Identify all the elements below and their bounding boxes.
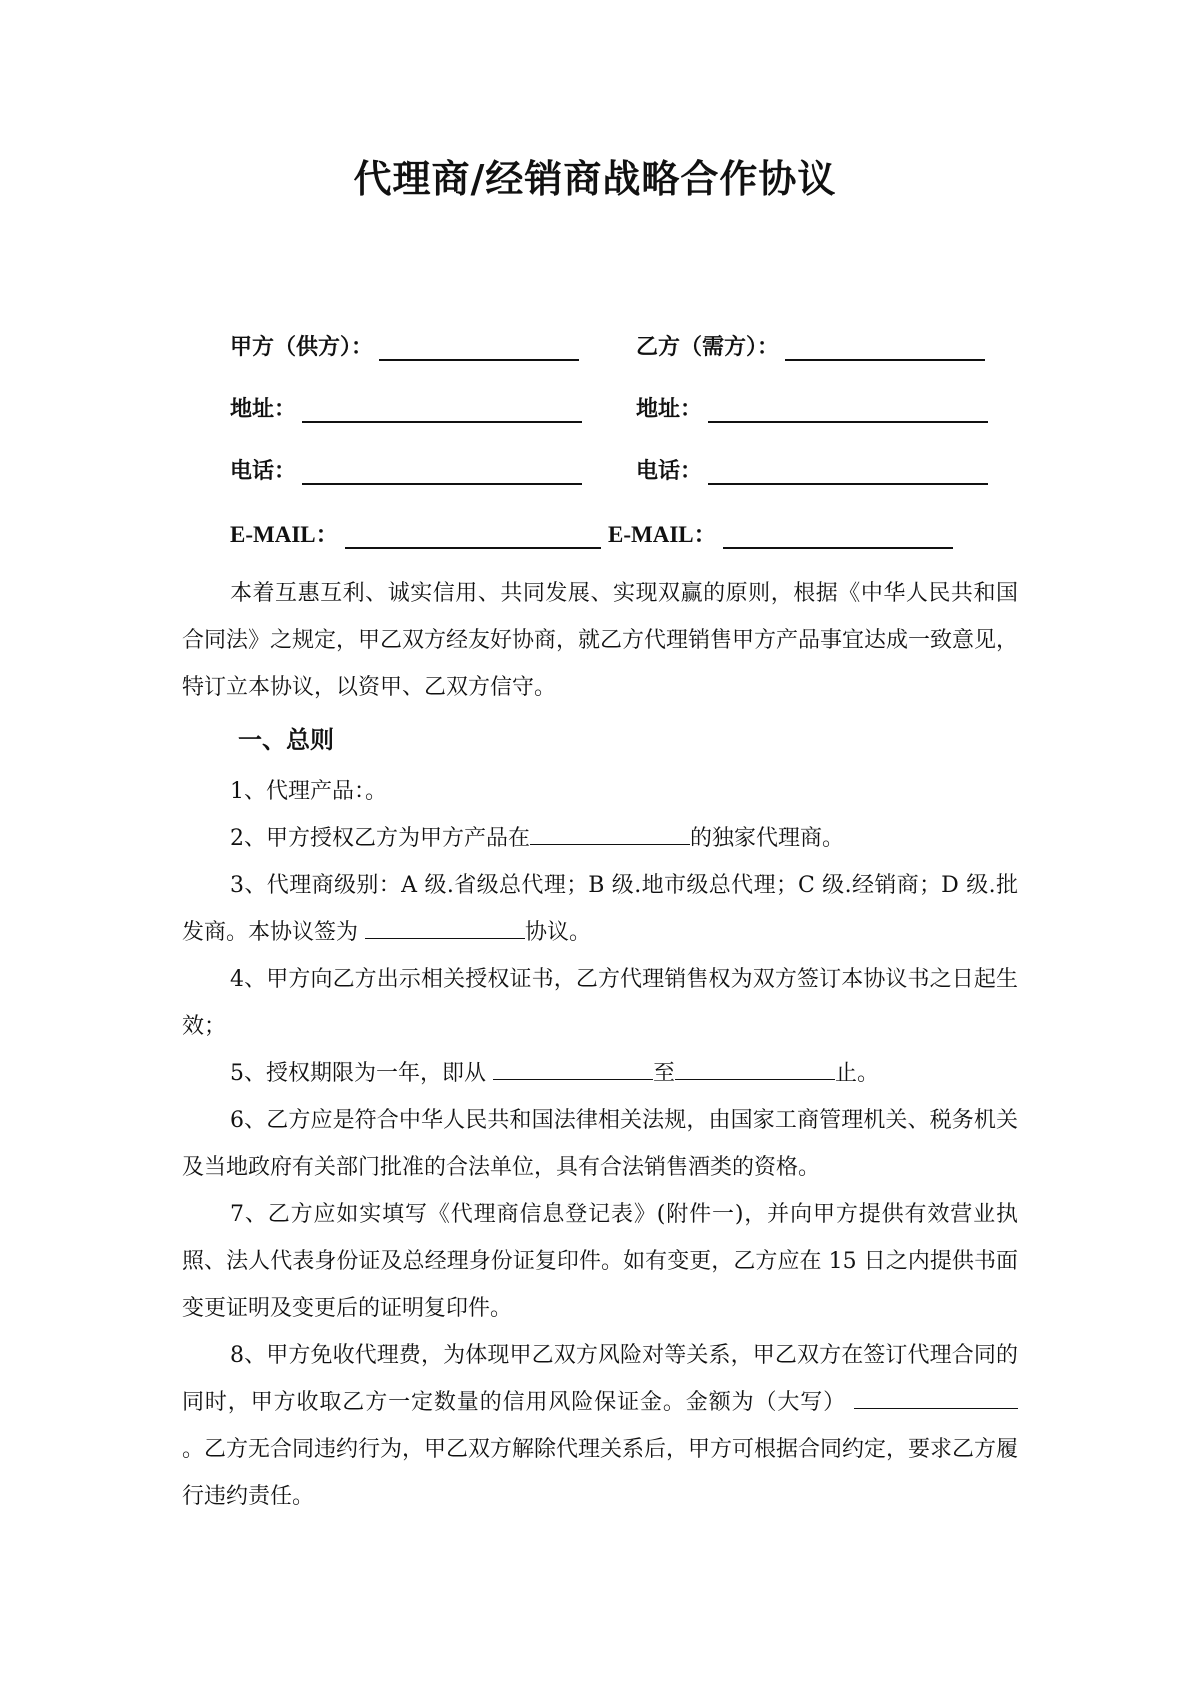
party-a-phone-blank[interactable] — [302, 459, 582, 485]
agreement-type-blank[interactable] — [365, 918, 525, 939]
section-heading-general: 一、总则 — [238, 726, 334, 754]
party-a-blank[interactable] — [379, 335, 579, 361]
preamble-paragraph: 本着互惠互利、诚实信用、共同发展、实现双赢的原则，根据《中华人民共和国合同法》之规定，甲乙双方经友好协商，就乙方代理销售甲方产品事宜达成一致意见，特订立本协议，以资甲、乙双方信守。 — [182, 581, 1019, 700]
clause-3-text-a: 3、代理商级别：A 级.省级总代理；B 级.地市级总代理；C 级.经销商；D 级.批发商。本协议签为 — [182, 873, 1018, 945]
clause-6: 6、乙方应是符合中华人民共和国法律相关法规，由国家工商管理机关、税务机关及当地政府有关部门批准的合法单位，具有合法销售酒类的资格。 — [182, 1108, 1018, 1180]
clause-3-text-b: 协议。 — [525, 920, 592, 945]
party-b-label: 乙方（需方）： — [636, 335, 780, 360]
clause-5-text-c: 止。 — [835, 1061, 880, 1086]
party-a-email-field — [230, 516, 601, 549]
party-a-label: 甲方（供方）： — [230, 335, 374, 360]
clause-1: 1、代理产品：。 — [230, 779, 387, 804]
party-a-field — [230, 330, 579, 361]
party-b-address-field — [636, 392, 988, 423]
party-a-address-blank[interactable] — [302, 397, 582, 423]
clause-7: 7、乙方应如实填写《代理商信息登记表》(附件一)，并向甲方提供有效营业执照、法人代表身份证及总经理身份证复印件。如有变更，乙方应在 15 日之内提供书面变更证明及变更后的证明复印件。 — [182, 1202, 1018, 1321]
party-name-row — [230, 330, 1020, 392]
clause-2-text-b: 的独家代理商。 — [690, 826, 845, 851]
party-a-email-label: E-MAIL： — [230, 522, 339, 547]
party-b-phone-blank[interactable] — [708, 459, 988, 485]
region-blank[interactable] — [530, 824, 690, 845]
party-b-email-blank[interactable] — [723, 523, 953, 549]
party-b-blank[interactable] — [785, 335, 985, 361]
party-b-address-blank[interactable] — [708, 397, 988, 423]
clause-5-text-b: 至 — [653, 1061, 676, 1086]
party-info-block — [230, 330, 1020, 578]
clause-8 — [182, 1332, 1018, 1520]
address-row — [230, 392, 1020, 454]
clause-5 — [182, 1050, 1018, 1097]
party-b-phone-label: 电话： — [636, 459, 703, 484]
party-b-field — [636, 330, 985, 361]
deposit-amount-blank[interactable] — [854, 1388, 1018, 1409]
party-a-phone-label: 电话： — [230, 459, 297, 484]
start-date-blank[interactable] — [493, 1059, 653, 1080]
clause-2-text-a: 2、甲方授权乙方为甲方产品在 — [230, 826, 530, 851]
party-a-phone-field — [230, 454, 582, 485]
party-b-email-label: E-MAIL： — [608, 522, 717, 547]
party-a-address-field — [230, 392, 582, 423]
phone-row — [230, 454, 1020, 516]
email-row — [230, 516, 1020, 578]
clause-2 — [182, 815, 1018, 862]
clause-5-text-a: 5、授权期限为一年，即从 — [230, 1061, 493, 1086]
party-b-email-field — [608, 516, 953, 549]
clause-3 — [182, 862, 1018, 956]
party-a-email-blank[interactable] — [345, 523, 601, 549]
end-date-blank[interactable] — [675, 1059, 835, 1080]
party-a-address-label: 地址： — [230, 397, 297, 422]
clause-8-text-b: 。乙方无合同违约行为，甲乙双方解除代理关系后，甲方可根据合同约定，要求乙方履行违约责任。 — [182, 1437, 1019, 1509]
party-b-phone-field — [636, 454, 988, 485]
clause-8-text-a: 8、甲方免收代理费，为体现甲乙双方风险对等关系，甲乙双方在签订代理合同的同时，甲方收取乙方一定数量的信用风险保证金。金额为（大写） — [182, 1343, 1018, 1415]
agreement-body — [182, 570, 1018, 1520]
clause-4: 4、甲方向乙方出示相关授权证书，乙方代理销售权为双方签订本协议书之日起生效； — [182, 967, 1018, 1039]
party-b-address-label: 地址： — [636, 397, 703, 422]
document-title: 代理商/经销商战略合作协议 — [353, 157, 837, 201]
